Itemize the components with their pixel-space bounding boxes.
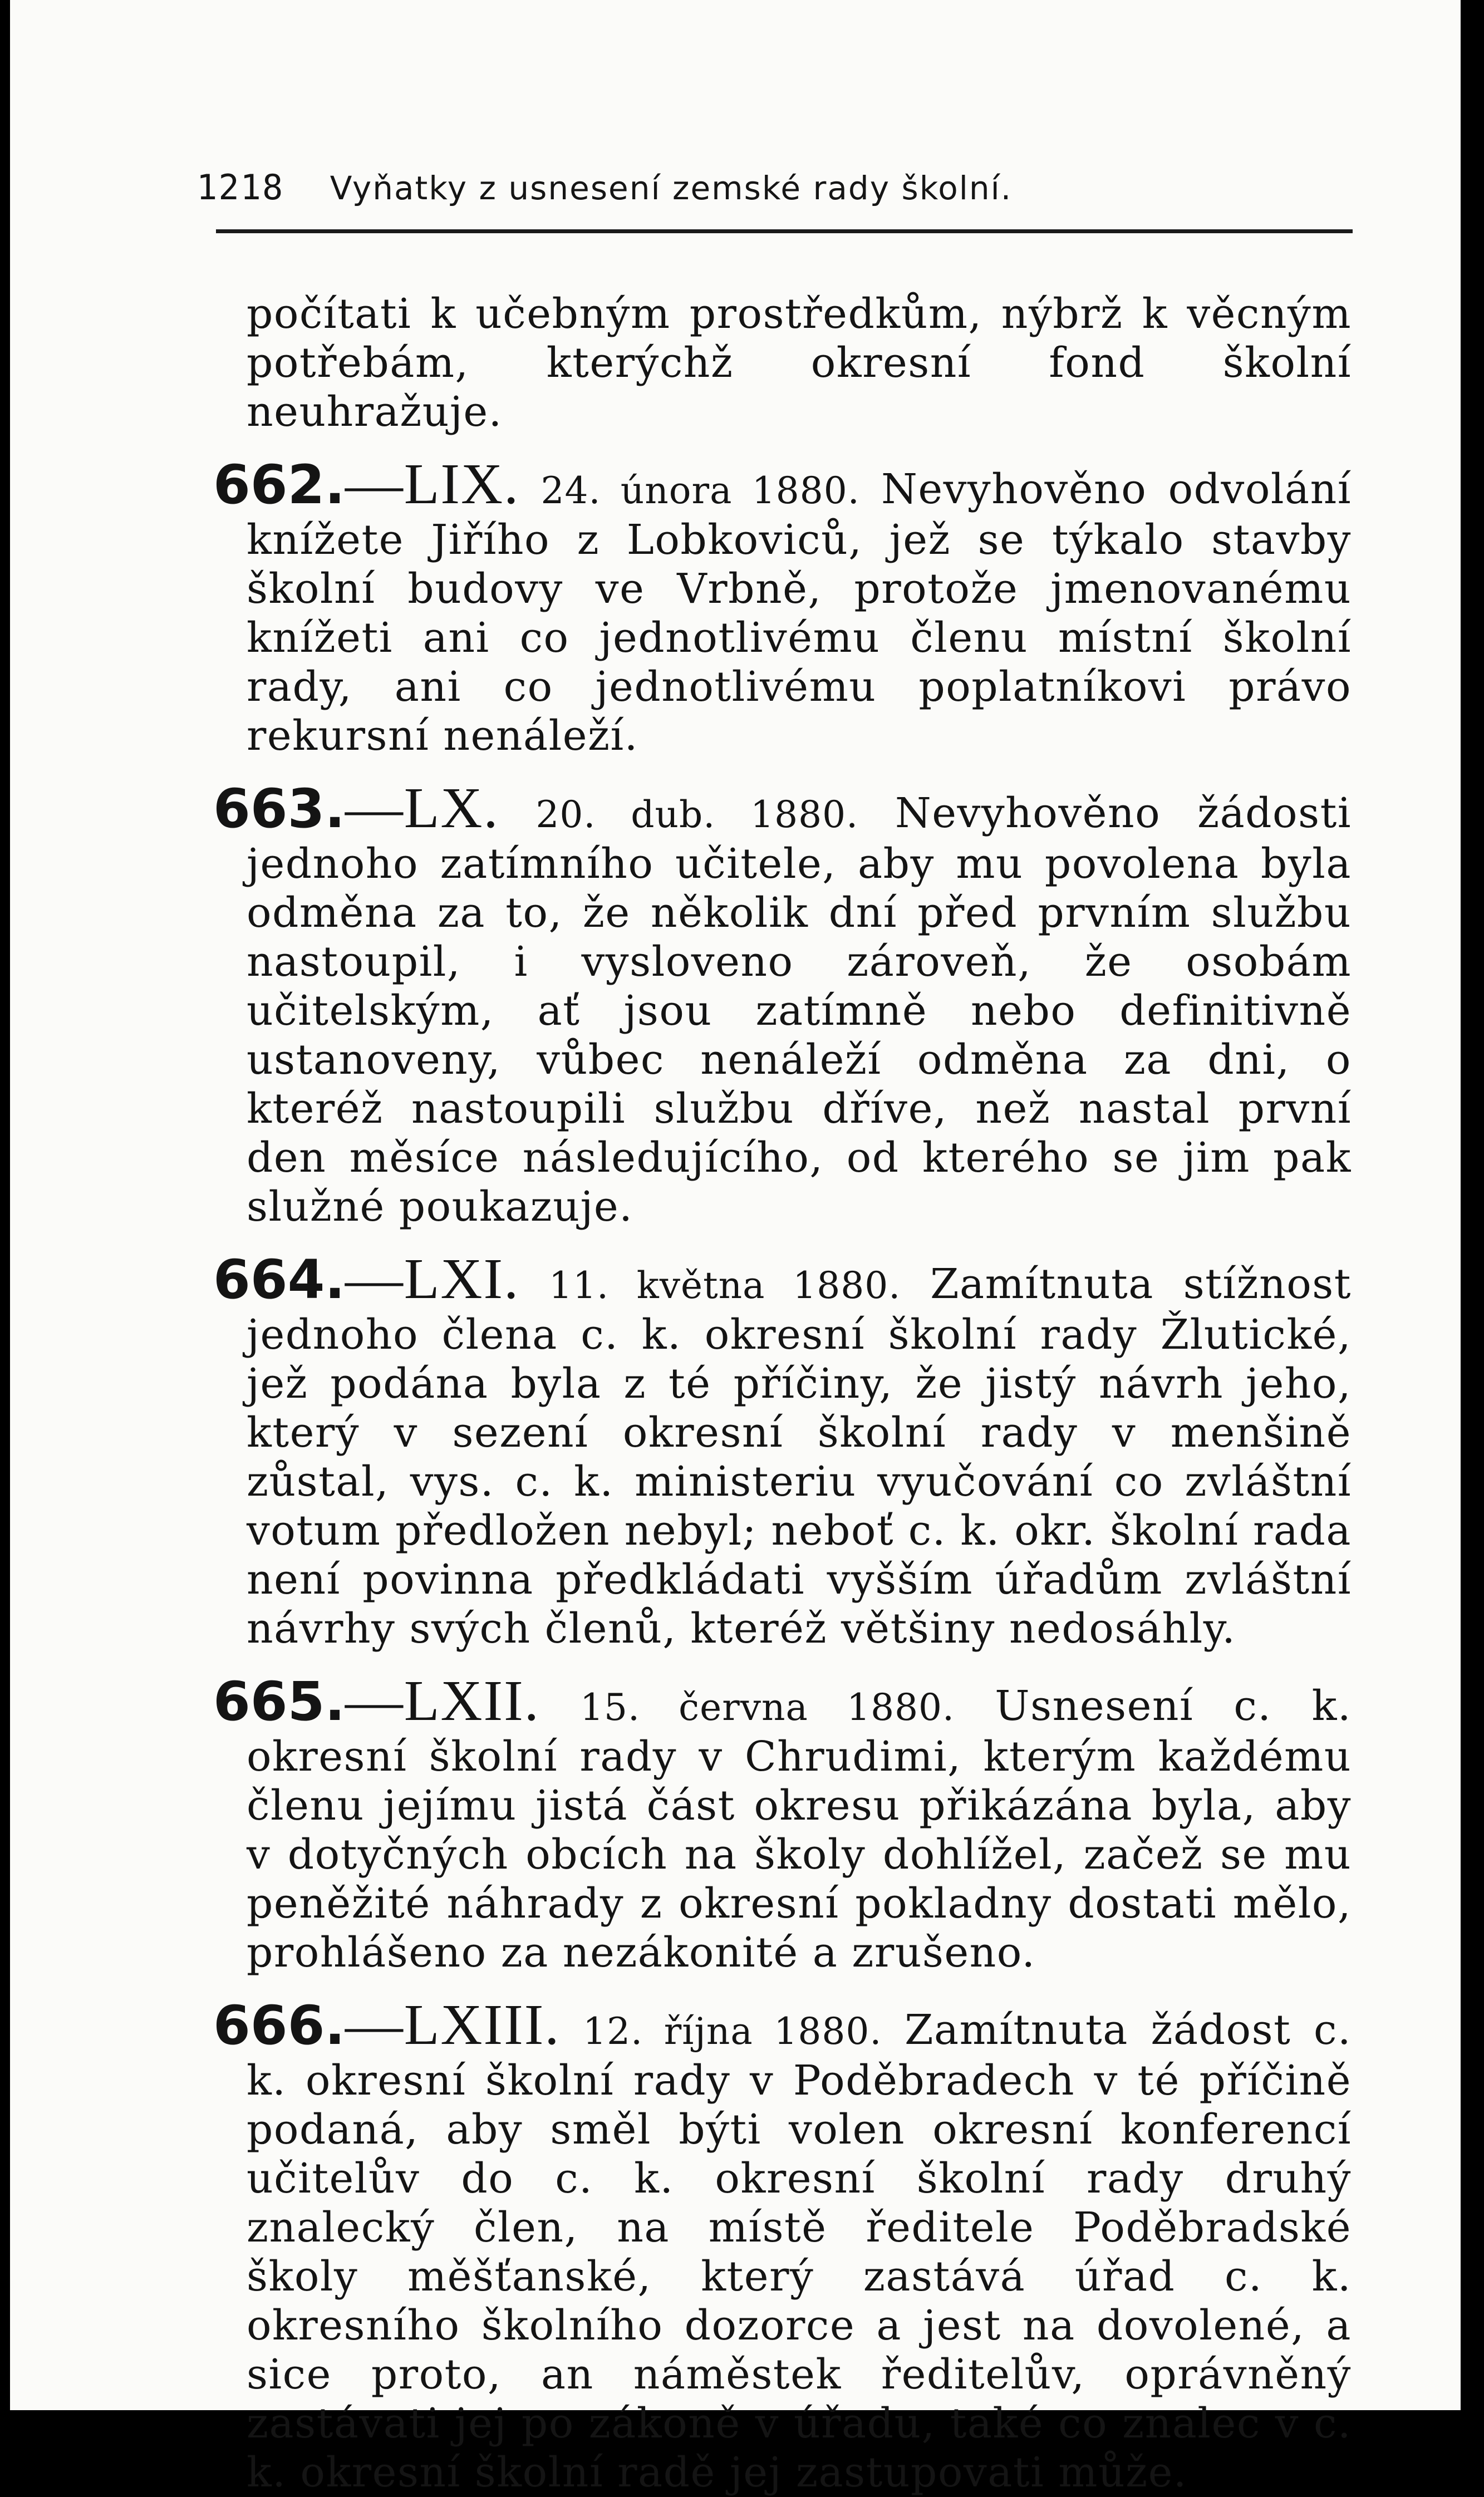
entry-separator: —	[345, 452, 404, 516]
entry-date: 24. února 1880.	[540, 469, 860, 512]
intro-paragraph: počítati k učebným prostředkům, nýbrž k věcným potřebám, kterýchž okresní fond školní neuhražuje.	[247, 290, 1352, 436]
entry-text: Usnesení c. k. okresní školní rady v Chrudimi, kterým každému členu jejímu jistá část okresu přikázána byla, aby v dotyčných obcích na školy dohlížel, začež se mu peněžité náhrady z okresní pokladny dostati mělo, prohlášeno za nezákonité a zrušeno.	[247, 1682, 1352, 1977]
entry-number: 662.	[213, 454, 345, 516]
entry-662	[213, 452, 1352, 760]
entry-date: 20. dub. 1880.	[535, 793, 859, 836]
header-rule	[216, 229, 1353, 233]
entry-664	[213, 1247, 1352, 1653]
entry-number: 663.	[213, 778, 345, 840]
book-page	[10, 0, 1461, 2496]
entry-text: Zamítnuta stížnost jednoho člena c. k. okresní školní rady Žlutické, jež podána byla z té příčiny, že jistý návrh jeho, který v sezení okresní školní rady v menšině zůstal, vys. c. k. ministeriu vyučování co zvláštní votum předložen nebyl; neboť c. k. okr. školní rada není povinna předkládati vyšším úřadům zvláštní návrhy svých členů, kteréž většiny nedosáhly.	[247, 1260, 1352, 1653]
entry-date: 12. října 1880.	[583, 2010, 882, 2053]
entry-roman-numeral: LX.	[404, 776, 499, 840]
entry-665	[213, 1669, 1352, 1977]
entry-number: 664.	[213, 1248, 345, 1311]
entry-666	[213, 1993, 1352, 2497]
entry-roman-numeral: LIX.	[404, 452, 520, 516]
entry-663	[213, 776, 1352, 1231]
entry-date: 11. května 1880.	[548, 1264, 901, 1307]
entry-separator: —	[345, 1993, 404, 2057]
entry-separator: —	[345, 1669, 404, 1733]
page-number: 1218	[196, 167, 284, 208]
entry-date: 15. června 1880.	[580, 1686, 955, 1729]
entry-roman-numeral: LXIII.	[404, 1993, 561, 2057]
entry-separator: —	[345, 1247, 404, 1311]
entry-separator: —	[345, 776, 404, 840]
entry-text: Nevyhověno žádosti jednoho zatímního učitele, aby mu povolena byla odměna za to, že několik dní před prvním službu nastoupil, i vysloveno zároveň, že osobám učitelským, ať jsou zatímně nebo definitivně ustanoveny, vůbec nenáleží odměna za dni, o kteréž nastoupili službu dříve, než nastal první den měsíce následujícího, od kterého se jim pak služné poukazuje.	[247, 789, 1352, 1231]
running-title: Vyňatky z usnesení zemské rady školní.	[330, 169, 1013, 207]
page-body	[213, 289, 1352, 2497]
entry-roman-numeral: LXI.	[404, 1247, 520, 1311]
entry-roman-numeral: LXII.	[404, 1669, 540, 1733]
entry-text: Nevyhověno odvolání knížete Jiřího z Lobkoviců, jež se týkalo stavby školní budovy ve Vrbně, protože jmenovanému knížeti ani co jednotlivému členu místní školní rady, ani co jednotlivému poplatníkovi právo rekursní nenáleží.	[247, 465, 1352, 760]
entry-number: 665.	[213, 1670, 345, 1733]
entry-number: 666.	[213, 1994, 345, 2057]
running-header	[196, 167, 1354, 208]
entry-text: Zamítnuta žádost c. k. okresní školní rady v Poděbradech v té příčině podaná, aby směl býti volen okresní konferencí učitelův do c. k. okresní školní rady druhý znalecký člen, na místě ředitele Poděbradské školy měšťanské, který zastává úřad c. k. okresního školního dozorce a jest na dovolené, a sice proto, an náměstek ředitelův, oprávněný zastávati jej po zákoně v úřadu, také co znalec v c. k. okresní školní radě jej zastupovati může.	[247, 2006, 1352, 2496]
